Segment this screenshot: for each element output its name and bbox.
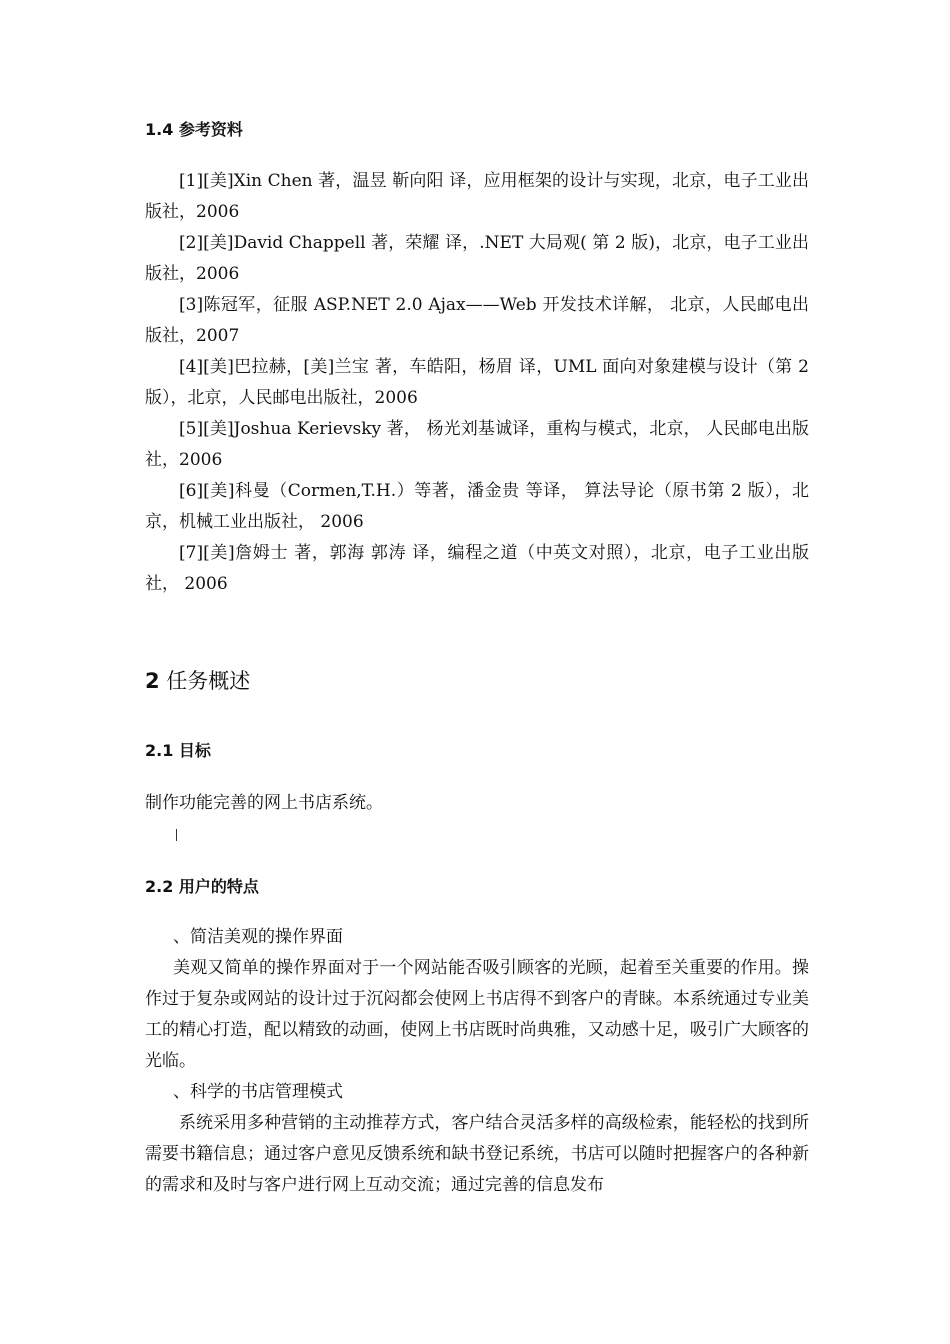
feature-item-body: 系统采用多种营销的主动推荐方式，客户结合灵活多样的高级检索，能轻松的找到所需要书籍信息；通过客户意见反馈系统和缺书登记系统，书店可以随时把握客户的各种新的需求和及时与客户进行网上互动交流；通过完善的信息发布 — [145, 1113, 809, 1195]
reference-item: [3]陈冠军，征服 ASP.NET 2.0 Ajax——Web 开发技术详解， 北京，人民邮电出版社，2007 — [145, 295, 809, 346]
text-cursor-mark — [176, 829, 177, 841]
section-2-1-body: 制作功能完善的网上书店系统。 — [145, 793, 383, 813]
section-2-1-heading: 2.1 目标 — [145, 741, 211, 760]
section-2-heading — [145, 668, 250, 694]
reference-item: [1][美]Xin Chen 著，温昱 靳向阳 译，应用框架的设计与实现，北京，电子工业出版社，2006 — [145, 171, 809, 222]
section-1-4-heading: 1.4 参考资料 — [145, 120, 243, 139]
feature-item-title: 、简洁美观的操作界面 — [173, 927, 343, 947]
section-2-2-heading: 2.2 用户的特点 — [145, 877, 259, 896]
feature-item-title: 、科学的书店管理模式 — [173, 1082, 343, 1102]
reference-item: [7][美]詹姆士 著，郭海 郭涛 译，编程之道（中英文对照），北京，电子工业出版社， 2006 — [145, 543, 809, 594]
reference-item: [2][美]David Chappell 著，荣耀 译，.NET 大局观( 第 2 版)，北京，电子工业出版社，2006 — [145, 233, 809, 284]
section-2-title: 任务概述 — [166, 669, 251, 693]
section-2-number: 2 — [145, 669, 160, 693]
reference-item: [4][美]巴拉赫，[美]兰宝 著，车皓阳，杨眉 译，UML 面向对象建模与设计（第 2 版），北京，人民邮电出版社，2006 — [145, 357, 809, 408]
reference-item: [6][美]科曼（Cormen,T.H.）等著，潘金贵 等译， 算法导论（原书第 2 版），北京，机械工业出版社， 2006 — [145, 481, 809, 532]
feature-item-body: 美观又简单的操作界面对于一个网站能否吸引顾客的光顾，起着至关重要的作用。操作过于复杂或网站的设计过于沉闷都会使网上书店得不到客户的青睐。本系统通过专业美工的精心打造，配以精致的动画，使网上书店既时尚典雅，又动感十足，吸引广大顾客的光临。 — [145, 958, 809, 1071]
reference-item: [5][美]Joshua Kerievsky 著， 杨光刘基诚译，重构与模式，北京， 人民邮电出版社，2006 — [145, 419, 809, 470]
